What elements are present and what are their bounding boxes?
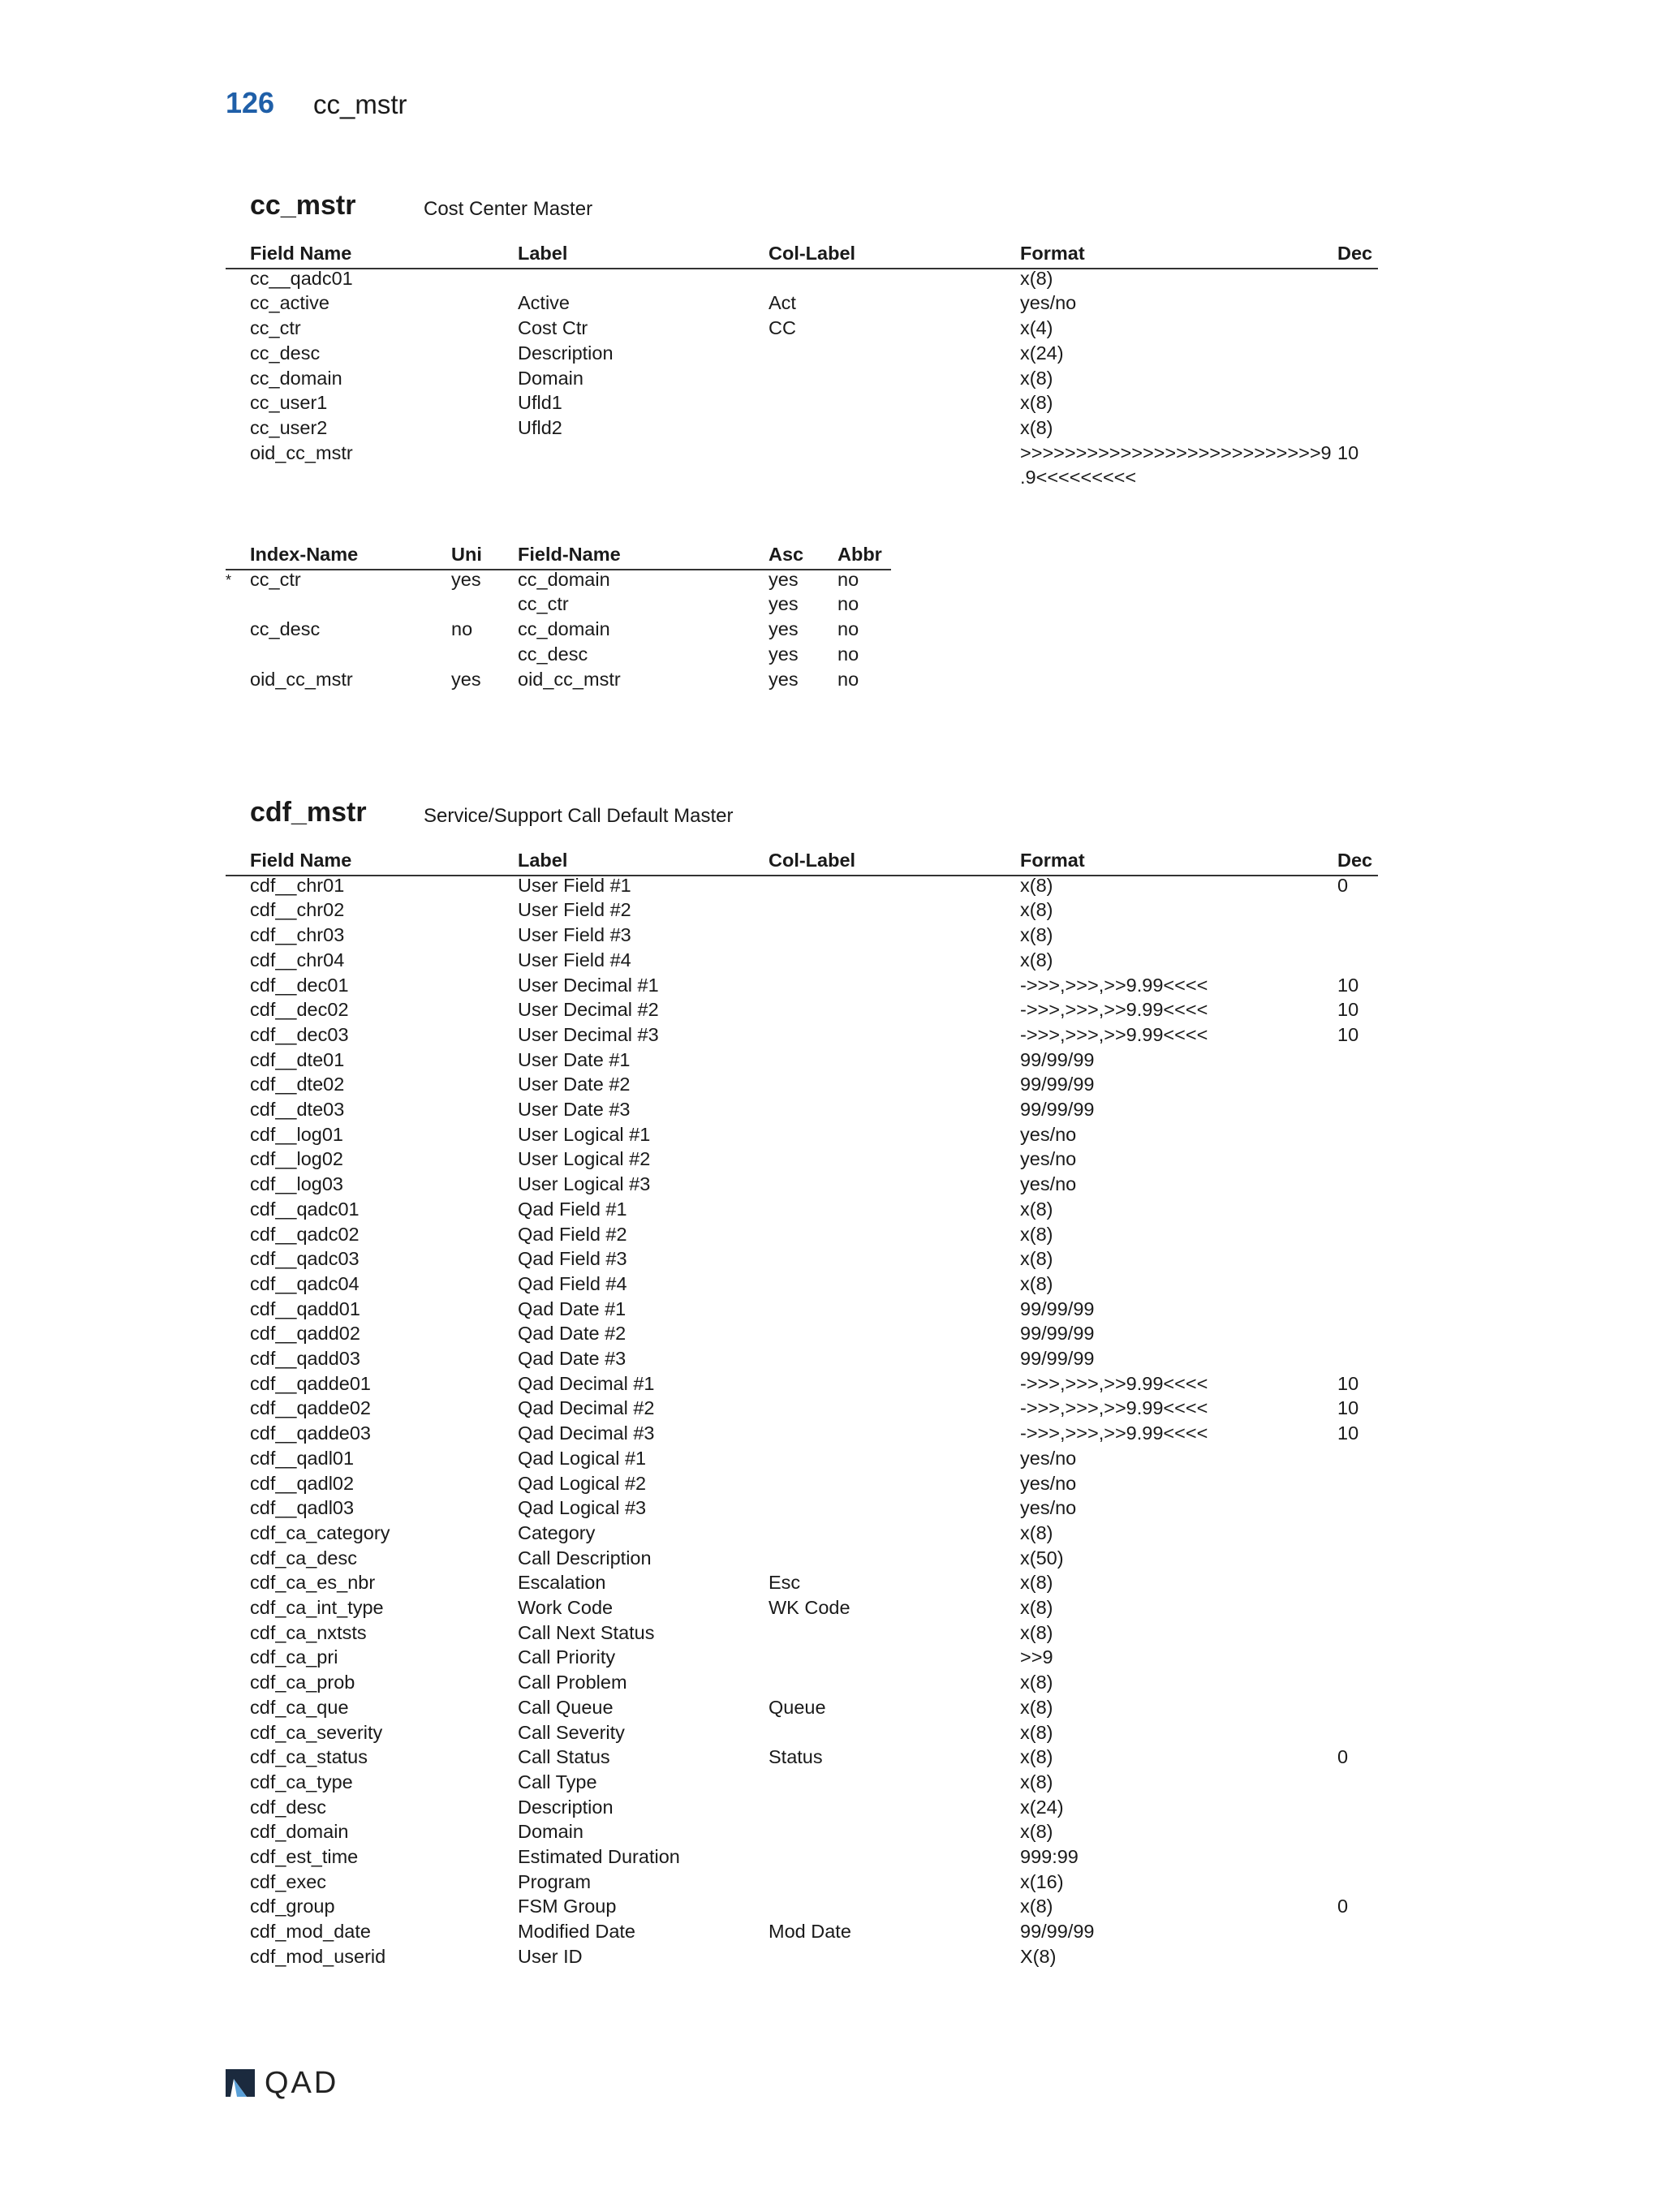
field-name-cell: cdf_ca_type <box>250 1771 353 1792</box>
field-name-cell: cdf_est_time <box>250 1846 359 1867</box>
label-cell: Qad Date #3 <box>518 1348 626 1369</box>
column-header: Col-Label <box>769 850 856 871</box>
unique-cell: no <box>451 618 473 640</box>
field-name-cell: cdf__qadl02 <box>250 1472 355 1494</box>
field-name-cell: cdf__qadl01 <box>250 1447 355 1469</box>
format-cell: x(8) <box>1020 1223 1053 1245</box>
format-cell: x(8) <box>1020 1572 1053 1594</box>
page-header-title: cc_mstr <box>313 89 407 119</box>
label-cell: Estimated Duration <box>518 1846 680 1867</box>
label-cell: User Decimal #2 <box>518 999 659 1021</box>
label-cell: FSM Group <box>518 1896 617 1917</box>
label-cell: User ID <box>518 1945 583 1967</box>
asc-cell: yes <box>769 568 799 590</box>
field-name-cell: cdf_mod_userid <box>250 1945 386 1967</box>
field-name-cell: cdf__chr01 <box>250 874 345 896</box>
field-name-cell: cdf__dec03 <box>250 1023 349 1045</box>
label-cell: User Date #2 <box>518 1074 631 1095</box>
label-cell: Escalation <box>518 1572 606 1594</box>
format-cell: x(8) <box>1020 949 1053 970</box>
abbr-cell: no <box>837 643 859 665</box>
label-cell: Description <box>518 1796 614 1818</box>
field-name-cell: cdf_domain <box>250 1821 349 1843</box>
field-name-cell: cdf_ca_nxtsts <box>250 1621 367 1643</box>
label-cell: Qad Logical #3 <box>518 1497 647 1519</box>
label-cell: Call Severity <box>518 1721 625 1743</box>
format-cell: 99/99/99 <box>1020 1099 1095 1120</box>
field-name-cell: cdf__dec02 <box>250 999 349 1021</box>
index-name-cell: cc_ctr <box>250 568 301 590</box>
label-cell: Work Code <box>518 1597 614 1618</box>
abbr-cell: no <box>837 668 859 690</box>
format-cell: yes/no <box>1020 1123 1077 1145</box>
format-cell: x(8) <box>1020 1771 1053 1792</box>
field-name-cell: cdf_ca_severity <box>250 1721 383 1743</box>
dec-cell: 10 <box>1337 974 1359 996</box>
abbr-cell: no <box>837 568 859 590</box>
format-cell: x(8) <box>1020 874 1053 896</box>
format-cell: x(8) <box>1020 367 1053 389</box>
field-name-cell: cc__qadc01 <box>250 267 353 289</box>
label-cell: Program <box>518 1870 592 1892</box>
format-cell: x(24) <box>1020 1796 1064 1818</box>
label-cell: User Logical #2 <box>518 1148 651 1170</box>
field-name-cell: cdf__chr02 <box>250 899 345 921</box>
format-cell: x(8) <box>1020 1597 1053 1618</box>
label-cell: Qad Field #1 <box>518 1198 627 1220</box>
format-cell: x(8) <box>1020 899 1053 921</box>
field-name-cell: cdf_exec <box>250 1870 327 1892</box>
field-name-cell: cdf_ca_pri <box>250 1646 338 1668</box>
field-name-cell: cdf__qadc03 <box>250 1248 360 1270</box>
index-field-cell: cc_domain <box>518 618 610 640</box>
format-cell: yes/no <box>1020 292 1077 314</box>
field-name-cell: cdf__dte03 <box>250 1099 345 1120</box>
logo-text: QAD <box>265 2066 339 2100</box>
field-name-cell: cdf__qadc01 <box>250 1198 360 1220</box>
field-name-cell: cdf__qadc02 <box>250 1223 360 1245</box>
column-header: Dec <box>1337 850 1373 871</box>
label-cell: Qad Field #4 <box>518 1272 627 1294</box>
format-cell: x(4) <box>1020 317 1053 339</box>
col-label-cell: CC <box>769 317 796 339</box>
index-field-cell: cc_ctr <box>518 593 569 615</box>
field-name-cell: cdf__dec01 <box>250 974 349 996</box>
dec-cell: 10 <box>1337 1422 1359 1444</box>
format-cell: yes/no <box>1020 1148 1077 1170</box>
field-name-cell: cdf__qadde03 <box>250 1422 371 1444</box>
unique-cell: yes <box>451 668 481 690</box>
label-cell: Cost Ctr <box>518 317 588 339</box>
field-name-cell: cdf_ca_category <box>250 1521 390 1543</box>
column-header: Uni <box>451 544 482 565</box>
format-cell: x(16) <box>1020 1870 1064 1892</box>
field-name-cell: cdf__qadd02 <box>250 1323 360 1345</box>
asc-cell: yes <box>769 618 799 640</box>
dec-cell: 10 <box>1337 999 1359 1021</box>
column-header: Col-Label <box>769 243 856 264</box>
label-cell: Qad Date #2 <box>518 1323 626 1345</box>
format-cell: yes/no <box>1020 1472 1077 1494</box>
column-header: Asc <box>769 544 804 565</box>
table-description: Service/Support Call Default Master <box>424 805 734 827</box>
label-cell: Call Status <box>518 1746 610 1768</box>
label-cell: Ufld2 <box>518 416 562 438</box>
col-label-cell: Status <box>769 1746 823 1768</box>
column-header: Label <box>518 243 568 264</box>
index-field-cell: cc_domain <box>518 568 610 590</box>
qad-logo-icon <box>224 2068 256 2098</box>
label-cell: Ufld1 <box>518 392 562 414</box>
label-cell: Call Type <box>518 1771 597 1792</box>
format-cell: 99/99/99 <box>1020 1048 1095 1070</box>
format-cell: ->>>,>>>,>>9.99<<<< <box>1020 999 1208 1021</box>
column-header: Abbr <box>837 544 882 565</box>
asc-cell: yes <box>769 593 799 615</box>
field-name-cell: cc_domain <box>250 367 342 389</box>
column-header: Format <box>1020 850 1085 871</box>
format-cell: x(24) <box>1020 342 1064 364</box>
field-name-cell: cc_user1 <box>250 392 328 414</box>
format-cell: ->>>,>>>,>>9.99<<<< <box>1020 974 1208 996</box>
header-rule <box>226 268 1378 269</box>
primary-key-marker: * <box>226 571 232 588</box>
table-title: cc_mstr <box>250 190 356 221</box>
field-name-cell: cdf__dte02 <box>250 1074 345 1095</box>
col-label-cell: Act <box>769 292 796 314</box>
index-name-cell: cc_desc <box>250 618 321 640</box>
label-cell: User Field #2 <box>518 899 631 921</box>
dec-cell: 0 <box>1337 1746 1349 1768</box>
format-cell: 99/99/99 <box>1020 1323 1095 1345</box>
label-cell: Qad Decimal #1 <box>518 1372 655 1394</box>
column-header: Index-Name <box>250 544 359 565</box>
column-header: Dec <box>1337 243 1373 264</box>
label-cell: Qad Logical #1 <box>518 1447 647 1469</box>
label-cell: User Logical #3 <box>518 1173 651 1195</box>
format-cell: ->>>,>>>,>>9.99<<<< <box>1020 1397 1208 1419</box>
field-name-cell: cdf__qadl03 <box>250 1497 355 1519</box>
label-cell: User Date #1 <box>518 1048 631 1070</box>
dec-cell: 0 <box>1337 1896 1349 1917</box>
format-cell: x(8) <box>1020 1521 1053 1543</box>
field-name-cell: cdf_ca_status <box>250 1746 368 1768</box>
field-name-cell: oid_cc_mstr <box>250 441 353 463</box>
table-description: Cost Center Master <box>424 198 593 220</box>
format-cell: x(8) <box>1020 1746 1053 1768</box>
format-cell: ->>>,>>>,>>9.99<<<< <box>1020 1372 1208 1394</box>
label-cell: User Date #3 <box>518 1099 631 1120</box>
label-cell: User Field #1 <box>518 874 631 896</box>
index-field-cell: cc_desc <box>518 643 588 665</box>
format-cell: x(8) <box>1020 1272 1053 1294</box>
format-cell: x(8) <box>1020 1672 1053 1693</box>
label-cell: Domain <box>518 1821 583 1843</box>
label-cell: Call Problem <box>518 1672 627 1693</box>
field-name-cell: cdf__qadc04 <box>250 1272 360 1294</box>
format-cell: yes/no <box>1020 1173 1077 1195</box>
label-cell: Qad Logical #2 <box>518 1472 647 1494</box>
column-header: Field Name <box>250 243 352 264</box>
field-name-cell: cdf_ca_prob <box>250 1672 355 1693</box>
label-cell: User Decimal #1 <box>518 974 659 996</box>
label-cell: Modified Date <box>518 1921 635 1943</box>
field-name-cell: cdf__log01 <box>250 1123 343 1145</box>
field-name-cell: cdf_group <box>250 1896 335 1917</box>
field-name-cell: cdf_mod_date <box>250 1921 371 1943</box>
dec-cell: 10 <box>1337 1023 1359 1045</box>
format-cell: >>9 <box>1020 1646 1053 1668</box>
label-cell: Call Next Status <box>518 1621 655 1643</box>
field-name-cell: cdf_ca_es_nbr <box>250 1572 376 1594</box>
dec-cell: 10 <box>1337 1372 1359 1394</box>
format-cell: x(8) <box>1020 1721 1053 1743</box>
column-header: Field Name <box>250 850 352 871</box>
col-label-cell: Mod Date <box>769 1921 851 1943</box>
field-name-cell: cc_desc <box>250 342 321 364</box>
format-cell: ->>>,>>>,>>9.99<<<< <box>1020 1023 1208 1045</box>
abbr-cell: no <box>837 618 859 640</box>
field-name-cell: cdf__log02 <box>250 1148 343 1170</box>
dec-cell: 10 <box>1337 1397 1359 1419</box>
label-cell: Qad Decimal #2 <box>518 1397 655 1419</box>
format-cell: 99/99/99 <box>1020 1074 1095 1095</box>
label-cell: User Field #3 <box>518 924 631 946</box>
field-name-cell: cdf__log03 <box>250 1173 343 1195</box>
format-cell: x(8) <box>1020 267 1053 289</box>
label-cell: Description <box>518 342 614 364</box>
format-cell: 99/99/99 <box>1020 1298 1095 1319</box>
field-name-cell: cdf_desc <box>250 1796 327 1818</box>
dec-cell: 0 <box>1337 874 1349 896</box>
label-cell: Qad Decimal #3 <box>518 1422 655 1444</box>
abbr-cell: no <box>837 593 859 615</box>
format-cell: x(8) <box>1020 1248 1053 1270</box>
field-name-cell: cdf__qadde02 <box>250 1397 371 1419</box>
label-cell: User Logical #1 <box>518 1123 651 1145</box>
field-name-cell: cdf_ca_que <box>250 1696 349 1718</box>
label-cell: User Field #4 <box>518 949 631 970</box>
field-name-cell: cc_ctr <box>250 317 301 339</box>
dec-cell: 10 <box>1337 441 1359 463</box>
column-header: Label <box>518 850 568 871</box>
format-cell: X(8) <box>1020 1945 1057 1967</box>
format-cell: x(8) <box>1020 1621 1053 1643</box>
field-name-cell: cdf__chr03 <box>250 924 345 946</box>
format-cell: x(8) <box>1020 392 1053 414</box>
label-cell: Category <box>518 1521 596 1543</box>
field-name-cell: cc_active <box>250 292 329 314</box>
label-cell: Qad Field #2 <box>518 1223 627 1245</box>
format-cell: x(8) <box>1020 924 1053 946</box>
label-cell: Call Queue <box>518 1696 614 1718</box>
label-cell: Call Description <box>518 1547 652 1569</box>
format-cell: x(8) <box>1020 1896 1053 1917</box>
field-name-cell: cdf__chr04 <box>250 949 345 970</box>
field-name-cell: cdf__qadd03 <box>250 1348 360 1369</box>
format-cell: .9<<<<<<<<< <box>1020 467 1137 488</box>
format-cell: x(50) <box>1020 1547 1064 1569</box>
format-cell: yes/no <box>1020 1447 1077 1469</box>
field-name-cell: cdf_ca_desc <box>250 1547 357 1569</box>
col-label-cell: Esc <box>769 1572 801 1594</box>
format-cell: x(8) <box>1020 1821 1053 1843</box>
index-field-cell: oid_cc_mstr <box>518 668 621 690</box>
format-cell: x(8) <box>1020 1198 1053 1220</box>
label-cell: Active <box>518 292 570 314</box>
field-name-cell: cdf__dte01 <box>250 1048 345 1070</box>
label-cell: Qad Field #3 <box>518 1248 627 1270</box>
page-number: 126 <box>226 86 275 119</box>
format-cell: yes/no <box>1020 1497 1077 1519</box>
format-cell: 999:99 <box>1020 1846 1079 1867</box>
col-label-cell: Queue <box>769 1696 826 1718</box>
label-cell: User Decimal #3 <box>518 1023 659 1045</box>
field-name-cell: cdf_ca_int_type <box>250 1597 384 1618</box>
format-cell: >>>>>>>>>>>>>>>>>>>>>>>>>>>9 <box>1020 441 1332 463</box>
index-name-cell: oid_cc_mstr <box>250 668 353 690</box>
col-label-cell: WK Code <box>769 1597 850 1618</box>
format-cell: ->>>,>>>,>>9.99<<<< <box>1020 1422 1208 1444</box>
asc-cell: yes <box>769 643 799 665</box>
format-cell: 99/99/99 <box>1020 1348 1095 1369</box>
table-title: cdf_mstr <box>250 797 367 828</box>
column-header: Format <box>1020 243 1085 264</box>
asc-cell: yes <box>769 668 799 690</box>
unique-cell: yes <box>451 568 481 590</box>
field-name-cell: cdf__qadd01 <box>250 1298 360 1319</box>
format-cell: x(8) <box>1020 416 1053 438</box>
label-cell: Call Priority <box>518 1646 616 1668</box>
label-cell: Domain <box>518 367 583 389</box>
format-cell: x(8) <box>1020 1696 1053 1718</box>
column-header: Field-Name <box>518 544 621 565</box>
header-rule <box>226 875 1378 876</box>
label-cell: Qad Date #1 <box>518 1298 626 1319</box>
field-name-cell: cdf__qadde01 <box>250 1372 371 1394</box>
format-cell: 99/99/99 <box>1020 1921 1095 1943</box>
field-name-cell: cc_user2 <box>250 416 328 438</box>
